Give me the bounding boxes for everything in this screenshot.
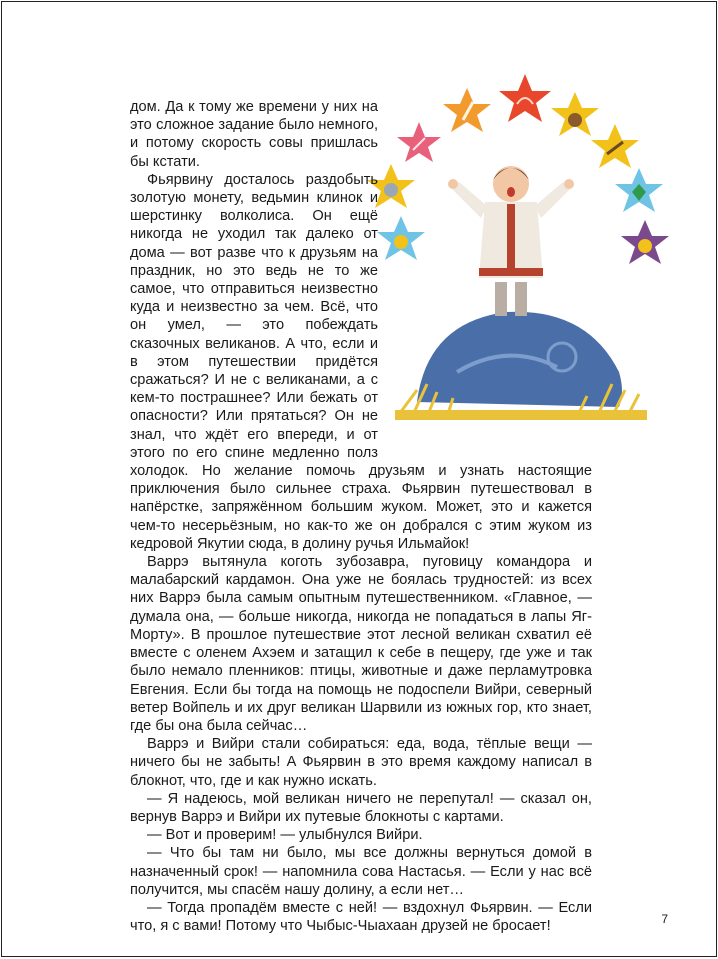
paragraph: Фьярвину досталось раздобыть золотую монету, ведьмин клинок и шерстинку волколиса. Он ещё никогда не уходил так далеко от дома — вот разве что к друзьям на праздник, но это ведь не то же самое, что отправиться неизвестно куда и неизвестно за чем. Всё, что он умел, — это побеждать сказочных великанов. А что, если и в этом путешествии придётся сражаться? И не с великанами, а с кем-то пострашнее? Или бежать от опасности? Или прятаться? Он не знал, что ждёт его впереди, и от этого по его спине медленно полз холодок. Но желание помочь друзьям и узнать настоящие приключения было сильнее страха. Фьярвин путешествовал в напёрстке, запряжённом большим жуком. Может, это и кажется чем-то несерьёзным, но как-то же он добрался с этим жуком из кедровой Якутии сюда, в долину ручья Ильмайок! (130, 171, 592, 552)
paragraph: Варрэ и Вийри стали собираться: еда, вода, тёплые вещи — ничего бы не забыть! А Фьярвин в это время каждому написал в блокнот, что, где и как нужно искать. (130, 736, 592, 789)
page-number: 7 (661, 912, 668, 926)
paragraph: — Тогда пропадём вместе с ней! — вздохнул Фьярвин. — Если что, я с вами! Потому что Чыбыс-Чыахаан друзей не бросает! (130, 899, 592, 935)
paragraph: — Что бы там ни было, мы все должны вернуться домой в назначенный срок! — напомнила сова Настасья. — Если у нас всё получится, мы спасём нашу долину, а если нет… (130, 845, 592, 898)
paragraph: дом. Да к тому же времени у них на это сложное задание было немного, и потому скорость совы пришлась бы кстати. (130, 99, 378, 170)
paragraph: Варрэ вытянула коготь зубозавра, пуговицу командора и малабарский кардамон. Она уже не боялась трудностей: из всех них Варрэ была самым опытным путешественником. «Главное, — думала она, — больше никогда, никогда не попадаться в лапы Яг-Морту». В прошлое путешествие этот лесной великан схватил её вместе с оленем Ахэем и затащил к себе в пещеру, где уже и так было немало пленников: птицы, животные и даже перламутровка Евгения. Если бы тогда на помощь не подоспели Вийри, северный ветер Войпель и их друг великан Шарвили из южных гор, кто знает, где бы она была сейчас… (130, 554, 592, 734)
paragraph: — Я надеюсь, мой великан ничего не перепутал! — сказал он, вернув Варрэ и Вийри их путевые блокноты с картами. (130, 790, 592, 825)
body-text (130, 98, 592, 935)
book-page (1, 1, 717, 957)
star-icon (621, 220, 669, 264)
illustration-space (378, 98, 592, 453)
star-icon (591, 124, 639, 168)
star-icon (615, 168, 663, 212)
paragraph: — Вот и проверим! — улыбнулся Вийри. (147, 827, 423, 844)
